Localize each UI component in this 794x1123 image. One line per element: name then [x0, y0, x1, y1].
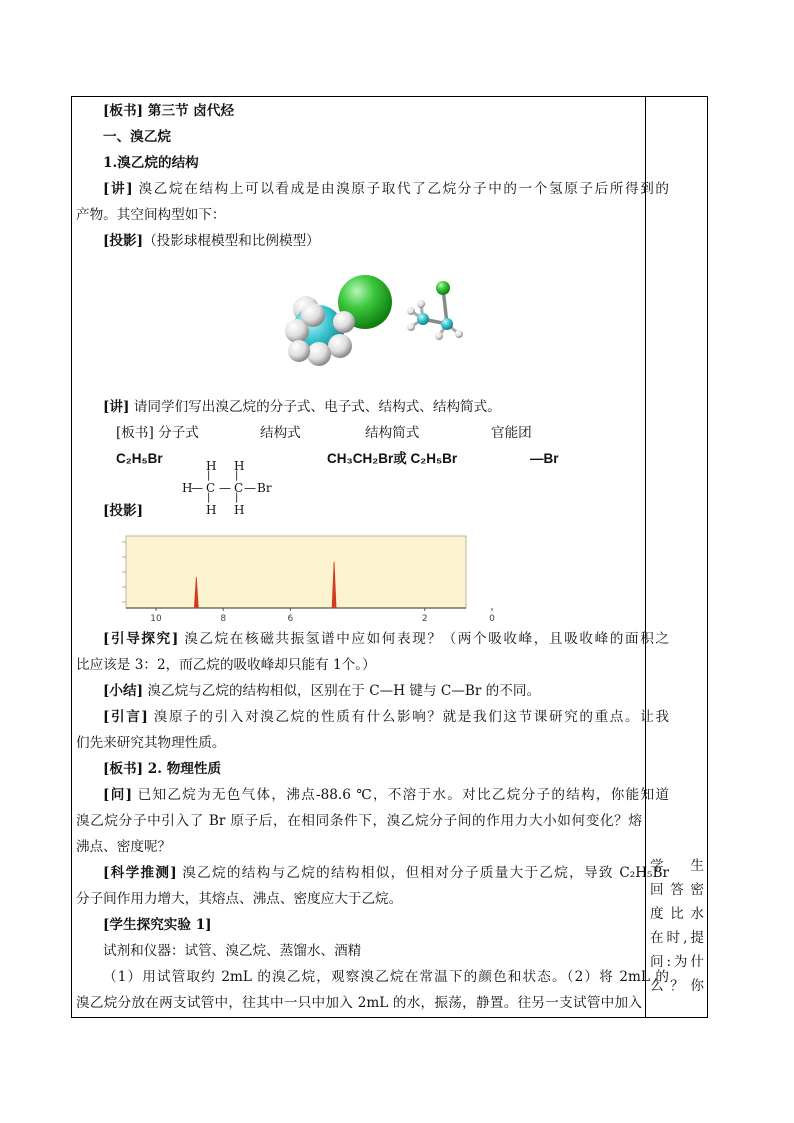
nmr-tick-label: 2 — [421, 614, 428, 624]
side-line-1: 学 生 — [650, 858, 704, 874]
nmr-spectrum-chart — [120, 534, 495, 626]
nmr-tick-label: 8 — [220, 614, 227, 624]
molecular-formula: C₂H₅Br — [116, 451, 163, 466]
line-experiment-heading: [学生探究实验 1] — [103, 917, 212, 933]
line-guided-inquiry-cont: 比应该是 3：2，而乙烷的吸收峰却只能有 1个。） — [76, 657, 376, 673]
side-line-6: 么？你 — [650, 978, 704, 994]
section-heading: 一、溴乙烷 — [103, 129, 171, 145]
side-line-3: 度比水 — [650, 906, 704, 922]
line-board-title: [板书] 第三节 卤代烃 — [103, 103, 235, 119]
side-line-5: 问:为什 — [650, 954, 704, 970]
nmr-plot-area — [126, 536, 466, 608]
line-projection-1: [投影]（投影球棍模型和比例模型） — [103, 233, 320, 249]
line-question: [问] 已知乙烷为无色气体，沸点-88.6 ℃，不溶于水。对比乙烷分子的结构，你能知道 — [103, 787, 669, 803]
side-line-2: 回答密 — [650, 882, 704, 898]
line-procedure-1: （1）用试管取约 2mL 的溴乙烷，观察溴乙烷在常温下的颜色和状态。（2）将 2mL 的 — [103, 969, 669, 985]
nmr-tick-label: 10 — [150, 614, 162, 624]
line-question-cont-2: 沸点、密度呢？ — [76, 839, 172, 855]
student-activity-column — [650, 96, 704, 1018]
line-lecture-1: [讲] 溴乙烷在结构上可以看成是由溴原子取代了乙烷分子中的一个氢原子后所得到的 — [103, 181, 669, 197]
line-procedure-2: 溴乙烷分放在两支试管中，往其中一只中加入 2mL 的水，振荡，静置。往另一支试管中加入 — [76, 995, 642, 1011]
line-question-cont-1: 溴乙烷分子中引入了 Br 原子后，在相同条件下，溴乙烷分子间的作用力大小如何变化？熔 — [76, 813, 642, 829]
line-summary: [小结] 溴乙烷与乙烷的结构相似，区别在于 C—H 键与 C—Br 的不同。 — [103, 683, 541, 699]
nmr-tick-label: 6 — [287, 614, 294, 624]
line-lecture-2: [讲] 请同学们写出溴乙烷的分子式、电子式、结构式、结构简式。 — [103, 399, 501, 415]
line-introduction: [引言] 溴原子的引入对溴乙烷的性质有什么影响？就是我们这节课研究的重点。让我 — [103, 709, 669, 725]
functional-group: —Br — [530, 451, 559, 466]
line-introduction-cont: 们先来研究其物理性质。 — [76, 735, 226, 751]
line-scientific-inference-cont: 分子间作用力增大，其熔点、沸点、密度应大于乙烷。 — [76, 891, 403, 907]
line-board-physical: [板书] 2. 物理性质 — [103, 761, 222, 777]
line-scientific-inference: [科学推测] 溴乙烷的结构与乙烷的结构相似，但相对分子质量大于乙烷，导致 C₂H₅Br — [103, 865, 669, 881]
line-reagents: 试剂和仪器：试管、溴乙烷、蒸馏水、酒精 — [103, 943, 362, 959]
line-projection-2: [投影] — [103, 503, 144, 519]
nmr-tick-label: 0 — [489, 614, 495, 624]
ball-and-stick-model — [407, 281, 463, 340]
line-guided-inquiry: [引导探究] 溴乙烷在核磁共振氢谱中应如何表现？（两个吸收峰，且吸收峰的面积之 — [103, 631, 669, 647]
side-line-4: 在时,提 — [650, 930, 704, 946]
space-filling-model — [285, 275, 392, 366]
molecule-models-figure — [271, 271, 491, 371]
teaching-content-column: [板书] 第三节 卤代烃 一、溴乙烷 1.溴乙烷的结构 [讲] 溴乙烷在结构上可以看成是由溴原子取代了乙烷分子中的一个氢原子后所得到的 产物。其空间构型如下： [投影]（投影球棍模型和比例模型） [讲] 请同学们写出溴乙烷的分子式、电子式、结构式、结构简式。 [板书] 分子式 结构式 结构简式 官能团 C₂H₅Br CH₃CH₂Br或 C₂H₅Br —Br H H | | H — C — C — Br | | H H [投影] 10 8 6 2 0 [引导探究] 溴乙烷在核磁共振氢谱中应如何表现？（两个吸收峰，且吸收峰的面积之 比应该是 3：2，而乙烷的吸收峰却只能有 1个。） [小结] 溴乙烷与乙烷的结构相似，区别在于 C—H 键与 C—Br 的不同。 [引言] 溴原子的引入对溴乙烷的性质有什么影响？就是我们这节课研究的重点。让我 们先来研究其物理性质。 [板书] 2. 物理性质 [问] 已知乙烷为无色气体，沸点-88.6 ℃，不溶于水。对比乙烷分子的结构，你能知道 溴乙烷分子中引入了 Br 原子后，在相同条件下，溴乙烷分子间的作用力大小如何变化？熔 沸点、密度呢？ [科学推测] 溴乙烷的结构与乙烷的结构相似，但相对分子质量大于乙烷，导致 C₂H₅Br 分子间作用力增大，其熔点、沸点、密度应大于乙烷。 [学生探究实验 1] 试剂和仪器：试管、溴乙烷、蒸馏水、酒精 （1）用试管取约 2mL 的溴乙烷，观察溴乙烷在常温下的颜色和状态。（2）将 2mL 的 溴乙烷分放在两支试管中，往其中一只中加入 2mL 的水，振荡，静置。往另一支试管中加入 — [76, 96, 642, 1018]
condensed-formula: CH₃CH₂Br或 C₂H₅Br — [327, 451, 458, 466]
subsection-heading: 1.溴乙烷的结构 — [103, 155, 199, 171]
structural-formula: H H | | H — C — C — Br | | H H — [182, 459, 272, 517]
line-lecture-1-cont: 产物。其空间构型如下： — [76, 207, 226, 223]
